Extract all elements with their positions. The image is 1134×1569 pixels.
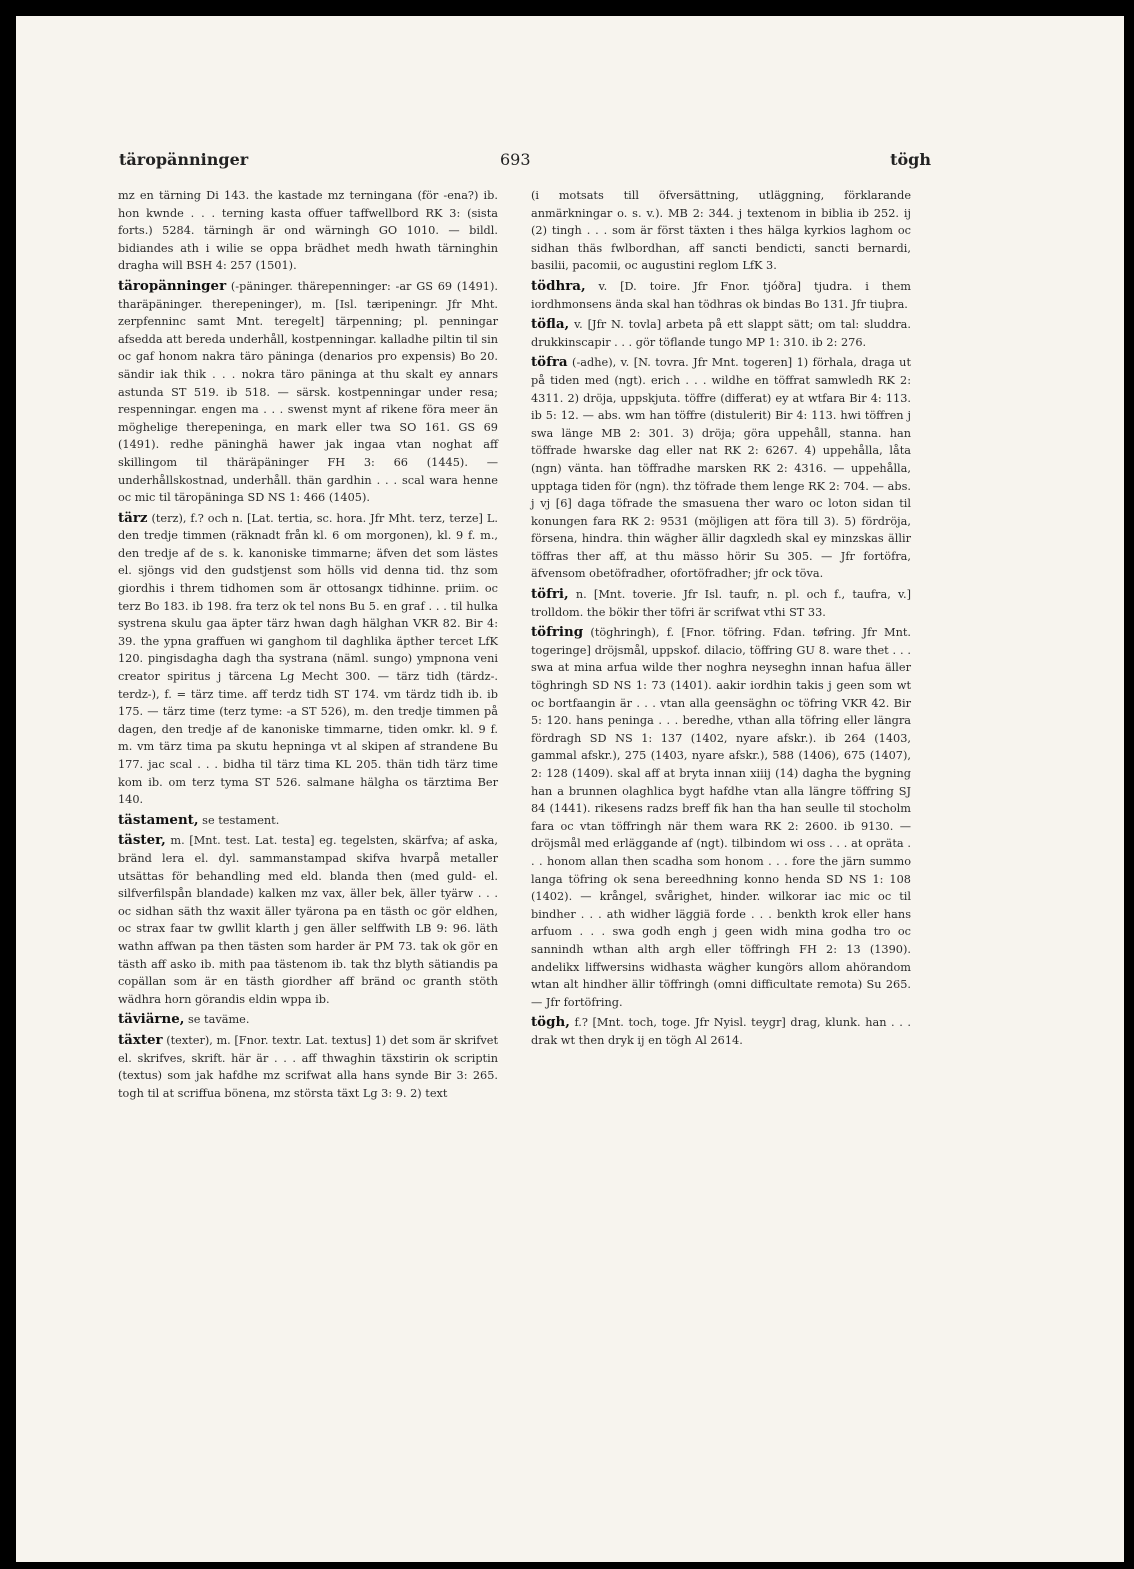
entry-body: (-adhe), v. [N. tovra. Jfr Mnt. togeren] 1) förhala, draga ut på tiden med (ngt). erich . . . wildhe en töffrat samwledh RK 2: 4311. 2) dröja, uppskjuta. töffre (differat) ey at wtfara Bir 4: 113. ib 5: 12. — abs. wm han töffre (distulerit) Bir 4: 113. hwi töffren j swa länge MB 2: 301. 3) dröja; göra uppehåll, stanna. han töffrade hwarske dag eller nat RK 2: 6267. 4) uppehålla, låta (ngn) vänta. han töffradhe marsken RK 2: 4316. — uppehålla, upptaga tiden för (ngn). thz töfrade them lenge RK 2: 704. — abs. j vj [6] daga töfrade the smasuena ther waro oc loton sidan til konungen fara RK 2: 9531 (möjligen att föra till 3). 5) fördröja, försena, hindra. thin wägher ällir dagxledh skal ey minzskas ällir töffras ther aff, at thu mässo hörir Su 305. — Jfr fortöfra, äfvensom obetöfradher, ofortöfradher; jfr ock töva. bbox=[531, 356, 911, 581]
entry-body: n. [Mnt. toverie. Jfr Isl. taufr, n. pl. och f., taufra, v.] trolldom. the bökir ther töfri är scrifwat vthi ST 33. bbox=[531, 588, 912, 619]
entry-headword: täropänninger bbox=[118, 277, 227, 294]
entry-headword: töfra bbox=[531, 354, 568, 371]
entry-body: (töghringh), f. [Fnor. töfring. Fdan. tøfring. Jfr Mnt. togeringe] dröjsmål, uppskof. dilacio, töffring GU 8. ware thet . . . swa at mina arfua wilde ther noghra neyseghn innan hafua äller töghringh SD NS 1: 73 (1401). aakir iordhin takis j geen som wt oc bortfaangin är . . . vtan alla geensäghn oc töfring VKR 42. Bir 5: 120. hans peninga . . . beredhe, vthan alla töfring eller längra fördragh SD NS 1: 137 (1402, nyare afskr.). ib 264 (1403, gammal afskr.), 275 (1403, nyare afskr.), 588 (1406), 675 (1407), 2: 128 (1409). skal aff at bryta innan xiiij (14) dagha the bygning han a brunnen olaghlica bygt hafdhe vtan alla längre töffring SJ 84 (1441). rikesens radzs breff fik han tha han seulle til stocholm fara oc vtan töffringh när them wara RK 2: 2600. ib 9130. — dröjsmål med erläggande af (ngt). tilbindom wi oss . . . at opräta . . . honom allan then scadha som honom . . . fore the järn summo langa töfring ok sena bereedhning konno henda SD NS 1: 108 (1402). — krångel, svårighet, hinder. wilkorar iac mic oc til bindher . . . ath widher läggiä forde . . . benkth krok eller hans arfuom . . . swa godh engh j geen widh mina godha tro oc sannindh wthan alth argh eller töffringh FH 2: 13 (1390). andelikx liffwersins widhasta wägher kungörs allom ahörandom wtan alt hindher ällir töffringh (omni difficultate remota) Su 265. — Jfr fortöfring. bbox=[531, 626, 911, 1009]
dictionary-entry bbox=[531, 278, 911, 313]
dictionary-page bbox=[16, 16, 1124, 1562]
dictionary-entry bbox=[531, 1014, 911, 1049]
left-column bbox=[118, 187, 498, 1105]
entry-body: (terz), f.? och n. [Lat. tertia, sc. hora. Jfr Mht. terz, terze] L. den tredje timmen (räknadt från kl. 6 om morgonen), kl. 9 f. m., den tredje af de s. k. kanoniske timmarne; äfven det som lästes el. sjöngs vid den gudstjenst som hölls vid denna tid. thz som giordhis i threm tidhomen som är ottosangx tidhinne. priim. oc terz Bo 183. ib 198. fra terz ok tel nons Bu 5. en graf . . . til hulka systrena skulu gaa äpter tärz hwan dagh hälghan VKR 82. Bir 4: 39. the ypna graffuen wi ganghom til daghlika äpther tercet LfK 120. pingisdagha dagh tha systrana (näml. sungo) ympnona veni creator spiritus j tärcena Lg Mecht 300. — tärz tidh (tärdz-. terdz-), f. = tärz time. aff terdz tidh ST 174. vm tärdz tidh ib. ib 175. — tärz time (terz tyme: -a ST 526), m. den tredje timmen på dagen, den tredje af de kanoniske timmarne, tiden omkr. kl. 9 f. m. vm tärz tima pa skutu hepninga vt al skipen af strandene Bu 177. jac scal . . . bidha til tärz tima KL 205. thän tidh tärz time kom ib. om terz tyma ST 526. salmane hälgha os tärztima Ber 140. bbox=[118, 511, 498, 807]
entry-body: f.? [Mnt. toch, toge. Jfr Nyisl. teygr] drag, klunk. han . . . drak wt then dryk ij en tögh Al 2614. bbox=[531, 1016, 911, 1047]
entry-body: v. [D. toire. Jfr Fnor. tjóðra] tjudra. i them iordhmonsens ända skal han tödhras ok bindas Bo 131. Jfr tiuþra. bbox=[531, 279, 911, 311]
entry-body: (i motsats till öfversättning, utläggning, förklarande anmärkningar o. s. v.). MB 2: 344. j textenom in biblia ib 252. ij (2) tingh . . . som är först täxten i thes hälga kyrkios laghom oc sidhan thäs fwlbordhan, aff sancti bendicti, sancti bernardi, basilii, pacomii, oc augustini reglom LfK 3. bbox=[531, 189, 911, 273]
dictionary-entry bbox=[531, 187, 911, 275]
entry-body: v. [Jfr N. tovla] arbeta på ett slappt sätt; om tal: sluddra. drukkinscapir . . . gör töflande tungo MP 1: 310. ib 2: 276. bbox=[531, 318, 912, 349]
dictionary-entry bbox=[531, 624, 911, 1011]
entry-headword: töfring bbox=[531, 624, 584, 641]
dictionary-entry bbox=[118, 1011, 498, 1029]
entry-headword: täviärne, bbox=[118, 1011, 185, 1028]
dictionary-entry bbox=[118, 278, 498, 507]
entry-headword: tögh, bbox=[531, 1014, 570, 1031]
dictionary-entry bbox=[118, 187, 498, 275]
entry-body: (texter), m. [Fnor. textr. Lat. textus] 1) det som är skrifvet el. skrifves, skrift. här är . . . aff thwaghin täxstirin ok scriptin (textus) som jak hafdhe mz scrifwat alla hans synde Bir 3: 265. togh til at scriffua bönena, mz största täxt Lg 3: 9. 2) text bbox=[118, 1033, 498, 1100]
entry-body: m. [Mnt. test. Lat. testa] eg. tegelsten, skärfva; af aska, bränd lera el. dyl. sammanstampad skifva hvarpå metaller utsättas för behandling med eld. blanda then (med guld- el. silfverfilspån blandade) kalken mz vax, äller bek, äller tyärw . . . oc sidhan säth thz waxit äller tyärona pa en tästh oc gör eldhen, oc strax faar tw gwllit klarth j gen äller selffwith LB 9: 96. läth wathn affwan pa then tästen som harder är PM 73. tak ok gör en tästh aff asko ib. mith paa tästenom ib. tak thz blyth sätiandis pa copällan som är en tästh giordher aff bränd oc granth stöth wädhra horn görandis eldin wppa ib. bbox=[118, 834, 498, 1006]
entry-headword: tödhra, bbox=[531, 277, 586, 294]
running-head-right: tögh bbox=[890, 150, 931, 169]
dictionary-entry bbox=[531, 354, 911, 583]
dictionary-entry bbox=[118, 1032, 498, 1102]
dictionary-entry bbox=[118, 832, 498, 1008]
dictionary-entry bbox=[531, 316, 911, 351]
entry-body: se taväme. bbox=[187, 1013, 250, 1027]
entry-headword: töfla, bbox=[531, 316, 570, 333]
entry-headword: täxter bbox=[118, 1031, 163, 1048]
entry-headword: töfri, bbox=[531, 586, 569, 603]
entry-body: (-päninger. thärepenninger: -ar GS 69 (1491). tharäpäninger. therepeninger), m. [Isl. tæripeningr. Jfr Mht. zerpfenninc samt Mnt. teregelt] tärpenning; pl. penningar afsedda att bereda underhåll, kostpenningar. kalladhe piltin til sin oc gaf honom nakra täro päninga (denarios pro expensis) Bo 20. sändir iak thik . . . nokra täro päninga at thu skalt ey annars astunda ST 519. ib 518. — särsk. kostpenningar under resa; respenningar. engen ma . . . swenst mynt af rikene föra meer än möghelige therepeninga, en mark eller twa SO 161. GS 69 (1491). redhe päninghä hawer jak ingaa vtan noghat aff skillingom til thäräpäninger FH 3: 66 (1445). — underhållskostnad, underhåll. thän gardhin . . . scal wara henne oc mic til täropäninga SD NS 1: 466 (1405). bbox=[118, 279, 498, 505]
running-head-left: täropänninger bbox=[119, 150, 249, 169]
entry-body: mz en tärning Di 143. the kastade mz terningana (för -ena?) ib. hon kwnde . . . terning kasta offuer taffwellbord RK 3: (sista forts.) 5284. tärningh är ond wärningh GO 1010. — bildl. bidiandes ath i wilie se oppa brädhet medh hwath tärninghin dragha will BSH 4: 257 (1501). bbox=[118, 189, 498, 273]
entry-body: se testament. bbox=[202, 813, 280, 827]
entry-headword: tärz bbox=[118, 509, 148, 526]
dictionary-entry bbox=[118, 510, 498, 809]
dictionary-entry bbox=[118, 812, 498, 830]
right-column bbox=[531, 187, 911, 1053]
page-number: 693 bbox=[500, 150, 531, 169]
entry-headword: tästament, bbox=[118, 811, 199, 828]
entry-headword: täster, bbox=[118, 832, 166, 849]
dictionary-entry bbox=[531, 586, 911, 621]
